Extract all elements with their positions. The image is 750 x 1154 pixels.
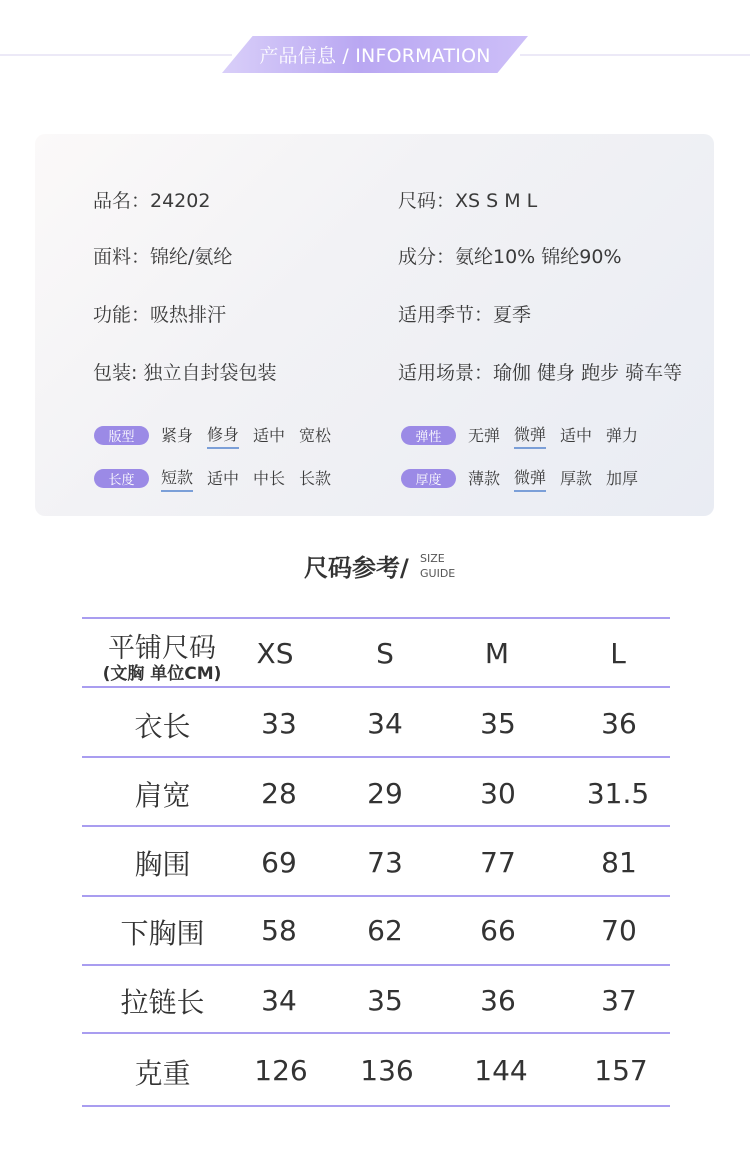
table-cell: 126 <box>254 1054 308 1087</box>
header-divider-left <box>0 54 232 56</box>
table-cell: 33 <box>261 707 297 740</box>
row-label: 肩宽 <box>134 779 191 812</box>
table-rule <box>82 964 670 966</box>
row-label: 拉链长 <box>120 986 205 1019</box>
info-scene: 适用场景：瑜伽 健身 跑步 骑车等 <box>398 362 683 384</box>
header-divider-right <box>520 54 750 56</box>
size-header-l: L <box>610 637 626 670</box>
info-size: 尺码：XS S M L <box>398 190 538 212</box>
tag-option: 适中 <box>560 426 593 445</box>
tag-option: 长款 <box>299 469 332 488</box>
header-title: 产品信息 / INFORMATION <box>259 45 491 67</box>
tag-pill-length: 长度 <box>94 469 149 488</box>
size-header-xs: XS <box>256 637 294 670</box>
table-cell: 81 <box>601 846 637 879</box>
size-header-m: M <box>484 637 510 670</box>
table-cell: 29 <box>367 777 403 810</box>
tag-option-selected: 修身 <box>207 422 239 449</box>
table-cell: 144 <box>474 1054 528 1087</box>
tag-option: 弹力 <box>606 426 639 445</box>
tag-option-selected: 微弹 <box>514 422 546 449</box>
table-cell: 66 <box>480 914 516 947</box>
row-label: 克重 <box>134 1057 191 1090</box>
table-cell: 136 <box>360 1054 414 1087</box>
row-label: 胸围 <box>134 848 191 881</box>
size-guide-subtitle <box>420 551 455 581</box>
size-header-s: S <box>376 637 394 670</box>
table-cell: 36 <box>601 707 637 740</box>
table-rule <box>82 686 670 688</box>
info-season: 适用季节：夏季 <box>398 304 532 326</box>
table-cell: 34 <box>367 707 403 740</box>
table-cell: 157 <box>594 1054 648 1087</box>
tag-pill-elasticity: 弹性 <box>401 426 456 445</box>
tag-option: 厚款 <box>560 469 593 488</box>
tag-option: 适中 <box>207 469 240 488</box>
table-cell: 35 <box>480 707 516 740</box>
info-fabric: 面料：锦纶/氨纶 <box>93 246 233 268</box>
table-cell: 37 <box>601 984 637 1017</box>
tag-option: 紧身 <box>161 426 194 445</box>
table-rule <box>82 895 670 897</box>
tag-option: 适中 <box>253 426 286 445</box>
row-label: 衣长 <box>134 710 191 743</box>
tag-option-selected: 短款 <box>161 465 193 492</box>
table-cell: 70 <box>601 914 637 947</box>
tag-row-fit <box>94 422 345 449</box>
tag-row-length <box>94 465 345 492</box>
table-cell: 34 <box>261 984 297 1017</box>
tag-option: 中长 <box>253 469 286 488</box>
table-cell: 58 <box>261 914 297 947</box>
tag-option: 宽松 <box>299 426 332 445</box>
table-cell: 77 <box>480 846 516 879</box>
table-rule <box>82 617 670 619</box>
table-corner-title: 平铺尺码 <box>108 633 216 664</box>
tag-pill-thickness: 厚度 <box>401 469 456 488</box>
tag-row-elasticity <box>401 422 652 449</box>
table-rule <box>82 756 670 758</box>
table-rule <box>82 825 670 827</box>
table-cell: 69 <box>261 846 297 879</box>
table-cell: 31.5 <box>586 777 650 810</box>
info-name: 品名：24202 <box>93 190 211 212</box>
tag-option: 薄款 <box>468 469 501 488</box>
table-corner-unit: (文胸 单位CM) <box>102 664 222 684</box>
table-cell: 36 <box>480 984 516 1017</box>
size-guide-subtitle-line2: GUIDE <box>420 567 456 580</box>
info-composition: 成分：氨纶10% 锦纶90% <box>398 246 622 268</box>
tag-row-thickness <box>401 465 652 492</box>
info-function: 功能：吸热排汗 <box>93 304 227 326</box>
table-cell: 62 <box>367 914 403 947</box>
table-cell: 35 <box>367 984 403 1017</box>
table-cell: 30 <box>480 777 516 810</box>
size-guide-subtitle-line1: SIZE <box>420 552 445 565</box>
tag-pill-fit: 版型 <box>94 426 149 445</box>
row-label: 下胸围 <box>120 917 205 950</box>
info-packaging: 包装: 独立自封袋包装 <box>93 362 277 384</box>
tag-option-selected: 微弹 <box>514 465 546 492</box>
size-guide-title: 尺码参考/ <box>304 554 409 582</box>
table-cell: 28 <box>261 777 297 810</box>
tag-option: 无弹 <box>468 426 501 445</box>
table-cell: 73 <box>367 846 403 879</box>
table-rule <box>82 1105 670 1107</box>
tag-option: 加厚 <box>606 469 639 488</box>
table-rule <box>82 1032 670 1034</box>
